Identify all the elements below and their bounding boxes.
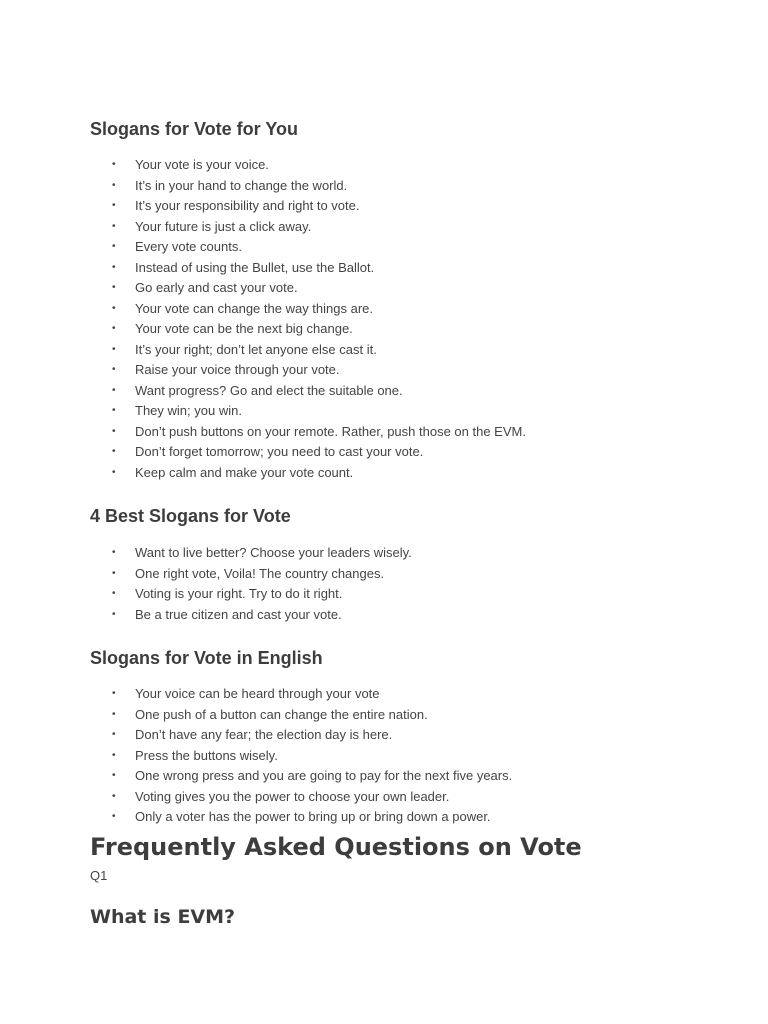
list-item [90, 258, 526, 279]
list-item-text: They win; you win. [135, 403, 242, 418]
bullet-icon: • [112, 811, 116, 822]
list-item-text: It’s your right; don’t let anyone else cast it. [135, 341, 377, 357]
bullet-icon: • [112, 282, 116, 293]
bullet-icon: • [112, 159, 116, 170]
list-item [90, 442, 526, 463]
list-item [90, 217, 526, 238]
list-item [90, 155, 526, 176]
list-item-text: Your vote can be the next big change. [135, 321, 353, 336]
list-item-text: Don’t push buttons on your remote. Rather, push those on the EVM. [135, 423, 526, 439]
list-item-text: Every vote counts. [135, 239, 242, 254]
bullet-icon: • [112, 425, 116, 437]
bullet-icon: • [112, 749, 116, 761]
faq-question-number: Q1 [90, 868, 108, 883]
bullet-icon: • [112, 220, 116, 232]
bullet-icon: • [112, 364, 116, 375]
list-item [90, 807, 512, 828]
list-item-text: Want progress? Go and elect the suitable one. [135, 382, 403, 398]
list-item [90, 684, 512, 705]
section-heading-best-slogans: 4 Best Slogans for Vote [90, 506, 291, 526]
list-item [90, 278, 526, 299]
list-item [90, 463, 526, 484]
bullet-icon: • [112, 343, 116, 355]
list-item [90, 543, 412, 564]
list-item-text: Go early and cast your vote. [135, 280, 298, 295]
slogan-list-english [90, 684, 512, 828]
list-item [90, 422, 526, 443]
bullet-icon: • [112, 384, 116, 396]
list-item [90, 237, 526, 258]
list-item [90, 564, 412, 585]
faq-title: Frequently Asked Questions on Vote [90, 833, 582, 861]
bullet-icon: • [112, 446, 116, 457]
list-item [90, 584, 412, 605]
list-item [90, 725, 512, 746]
bullet-icon: • [112, 241, 116, 252]
list-item-text: It’s your responsibility and right to vote. [135, 198, 360, 213]
list-item-text: Raise your voice through your vote. [135, 362, 340, 377]
list-item-text: Don’t have any fear; the election day is here. [135, 727, 393, 742]
list-item [90, 787, 512, 808]
faq-question-heading: What is EVM? [90, 906, 236, 928]
bullet-icon: • [112, 790, 116, 802]
list-item-text: Be a true citizen and cast your vote. [135, 606, 342, 622]
list-item-text: Your vote is your voice. [135, 157, 269, 172]
list-item-text: Only a voter has the power to bring up or bring down a power. [135, 809, 491, 824]
section-heading-english: Slogans for Vote in English [90, 648, 323, 668]
list-item-text: Instead of using the Bullet, use the Ballot. [135, 259, 375, 275]
list-item [90, 196, 526, 217]
list-item-text: One wrong press and you are going to pay for the next five years. [135, 768, 513, 783]
list-item-text: One push of a button can change the entire nation. [135, 706, 428, 722]
bullet-icon: • [112, 179, 116, 191]
bullet-icon: • [112, 547, 116, 558]
list-item [90, 319, 526, 340]
list-item-text: Want to live better? Choose your leaders wisely. [135, 545, 412, 560]
section-heading-vote-for-you: Slogans for Vote for You [90, 119, 299, 139]
list-item-text: Voting is your right. Try to do it right. [135, 586, 343, 601]
bullet-icon: • [112, 405, 116, 416]
slogan-list-best-slogans [90, 543, 412, 625]
bullet-icon: • [112, 302, 116, 314]
slogan-list-vote-for-you [90, 155, 526, 483]
list-item [90, 605, 412, 626]
list-item [90, 340, 526, 361]
bullet-icon: • [112, 770, 116, 781]
list-item [90, 705, 512, 726]
bullet-icon: • [112, 729, 116, 740]
list-item-text: Your voice can be heard through your vote [135, 686, 380, 701]
list-item [90, 360, 526, 381]
list-item [90, 401, 526, 422]
bullet-icon: • [112, 466, 116, 478]
list-item [90, 746, 512, 767]
list-item [90, 381, 526, 402]
list-item [90, 766, 512, 787]
list-item-text: One right vote, Voila! The country changes. [135, 565, 385, 581]
bullet-icon: • [112, 200, 116, 211]
list-item [90, 299, 526, 320]
list-item-text: Keep calm and make your vote count. [135, 464, 354, 480]
bullet-icon: • [112, 688, 116, 699]
list-item-text: Press the buttons wisely. [135, 747, 278, 763]
bullet-icon: • [112, 567, 116, 579]
list-item-text: Voting gives you the power to choose your own leader. [135, 788, 450, 804]
list-item-text: Your vote can change the way things are. [135, 300, 374, 316]
list-item-text: Your future is just a click away. [135, 218, 312, 234]
list-item-text: It’s in your hand to change the world. [135, 177, 348, 193]
bullet-icon: • [112, 708, 116, 720]
bullet-icon: • [112, 608, 116, 620]
bullet-icon: • [112, 588, 116, 599]
list-item [90, 176, 526, 197]
bullet-icon: • [112, 261, 116, 273]
bullet-icon: • [112, 323, 116, 334]
list-item-text: Don’t forget tomorrow; you need to cast your vote. [135, 444, 424, 459]
